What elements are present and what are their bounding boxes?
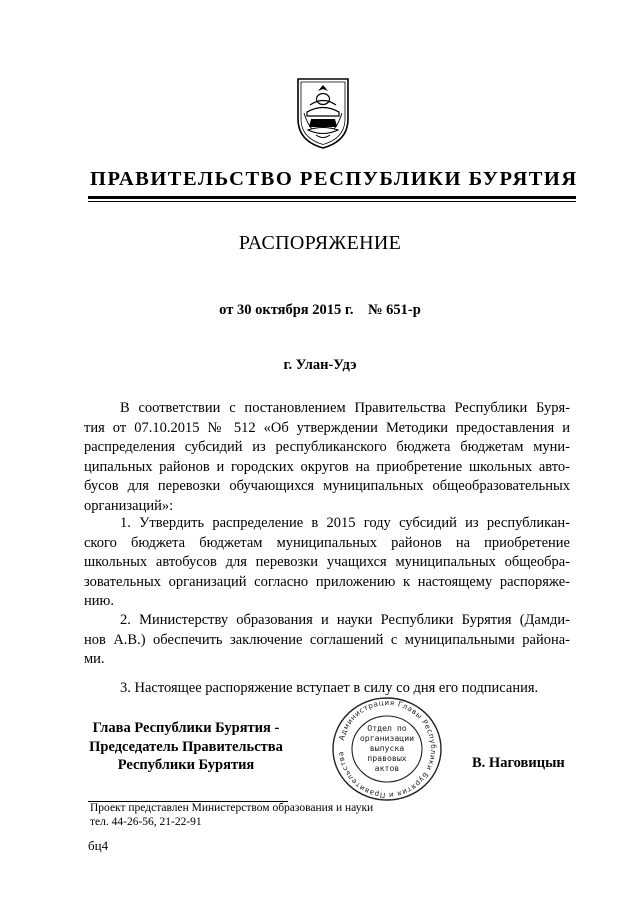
text-line: 2. Министерству образования и науки Республики Бурятия (Дамди- [120, 612, 570, 628]
document-type-heading: РАСПОРЯЖЕНИЕ [238, 232, 402, 254]
text-line: ми. [84, 651, 105, 668]
signatory-title [80, 719, 292, 775]
footer-note [90, 801, 373, 829]
header-rule-thick [88, 196, 576, 199]
text-line: школьных автобусов для перевозки учащихся муниципальных общеобра- [84, 554, 570, 571]
government-title: ПРАВИТЕЛЬСТВО РЕСПУБЛИКИ БУРЯТИЯ [90, 168, 578, 190]
clause-3-paragraph [84, 679, 570, 699]
document-date-number: от 30 октября 2015 г. № 651-р [219, 302, 421, 318]
coat-of-arms-emblem [294, 75, 352, 151]
text-line: распределения субсидий из республиканского бюджета бюджетам муни- [84, 439, 570, 456]
contact-phone: тел. 44-26-56, 21-22-91 [90, 816, 202, 828]
signatory-title-line: Председатель Правительства [89, 738, 283, 755]
text-line: В соответствии с постановлением Правительства Республики Буря- [120, 400, 570, 416]
preamble-paragraph [84, 399, 570, 517]
signatory-title-line: Республики Бурятия [117, 757, 255, 774]
project-note: Проект представлен Министерством образования и науки [90, 802, 374, 814]
seal-ring-text: Администрация Главы Республики Бурятия и Правительства [336, 697, 439, 801]
seal-center-text: Отдел по [367, 723, 407, 733]
text-line: нию. [84, 593, 114, 610]
official-seal-stamp [328, 694, 446, 804]
header-rule-thin [88, 201, 576, 202]
text-line: бусов для перевозки обучающихся муниципальных общеобразовательных [84, 478, 570, 495]
seal-center-text: организации [359, 733, 415, 743]
document-code: бц4 [88, 838, 109, 853]
signatory-title-line: Глава Республики Бурятия - [92, 720, 280, 736]
text-line: тия от 07.10.2015 № 512 «Об утверждении Методики предоставления и [84, 419, 570, 436]
text-line: ского бюджета бюджетам муниципальных районов на приобретение [84, 534, 570, 551]
seal-center-text: актов [374, 763, 400, 773]
text-line: 3. Настоящее распоряжение вступает в силу со дня его подписания. [120, 680, 539, 696]
clause-1-paragraph [84, 514, 570, 612]
seal-center-text: правовых [367, 753, 407, 763]
text-line: нов А.В.) обеспечить заключение соглашений с муниципальными района- [84, 631, 570, 648]
text-line: организаций»: [84, 497, 174, 514]
seal-center-text: выпуска [369, 743, 405, 753]
text-line: зовательных организаций согласно приложению к настоящему распоряже- [84, 573, 570, 590]
text-line: ципальных районов и городских округов на приобретение школьных авто- [84, 458, 570, 475]
clause-2-paragraph [84, 611, 570, 670]
text-line: 1. Утвердить распределение в 2015 году субсидий из республикан- [120, 515, 570, 531]
document-city: г. Улан-Удэ [283, 357, 357, 373]
signer-name: В. Наговицын [472, 755, 565, 771]
